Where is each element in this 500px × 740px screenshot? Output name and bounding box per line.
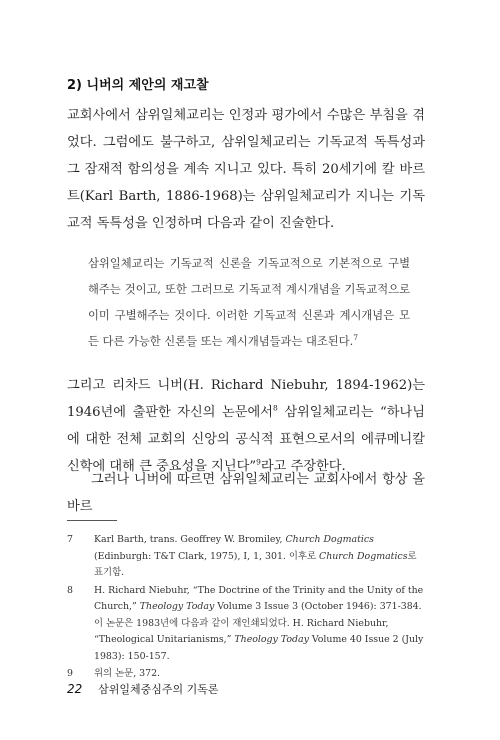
footnote-text: 로 표기함.	[94, 550, 417, 578]
footnote-8	[67, 583, 427, 666]
block-quote-text: 삼위일체교리는 기독교적 신론을 기독교적으로 기본적으로 구별해주는 것이고, 또한 그러므로 기독교적 계시개념을 기독교적으로 이미 구별해주는 것이다. 이러한 기독교적 신론과 계시개념은 모든 다른 가능한 신론들 또는 계시개념들과는 대조된다.	[88, 257, 410, 348]
paragraph-text: 그리고 리차드 니버(H. Richard Niebuhr, 1894-1962)는 1946년에 출판한 자신의 논문에서	[67, 378, 425, 420]
body-paragraph-1: 교회사에서 삼위일체교리는 인정과 평가에서 수많은 부침을 겪었다. 그럼에도 불구하고, 삼위일체교리는 기독교적 독특성과 그 잠재적 함의성을 계속 지니고 있다. 특히 20세기에 칼 바르트(Karl Barth, 1886-1968)는 삼위일체교리가 지니는 기독교적 독특성을 인정하며 다음과 같이 진술한다.	[67, 108, 425, 231]
section-heading: 2) 니버의 제안의 재고찰	[67, 78, 209, 93]
footnotes	[67, 532, 427, 684]
footnote-number: 8	[67, 584, 73, 596]
footnote-italic: Church Dogmatics	[319, 550, 408, 562]
page-number: 22	[67, 682, 83, 696]
footnote-text: Volume 3 Issue 3 (October 1946): 371-384. 이 논문은 1983년에 다음과 같이 재인쇄되었다. H. Richard Niebuhr, “Theological Unitarianisms,”	[94, 601, 422, 645]
paragraph-text: 삼위일체교리는 “하나님에 대한 전체 교회의 신앙의 공식적 표현으로서의 에큐메니칼신학에 대해 큰 중요성을 지닌다”	[67, 405, 425, 474]
block-quote	[88, 251, 410, 355]
footnote-text: 위의 논문, 372.	[94, 668, 161, 679]
paragraph-text: 라고 주장한다.	[260, 459, 346, 474]
footnote-number: 9	[67, 668, 73, 679]
footnote-italic: Church Dogmatics	[285, 534, 374, 545]
footnote-italic: Theology Today	[234, 634, 309, 645]
footnote-7	[67, 532, 427, 582]
body-paragraph-3: 그러나 니버에 따르면 삼위일체교리는 교회사에서 항상 올바르	[67, 472, 425, 514]
footnote-text: Volume 40 Issue 2 (July 1983): 150-157.	[94, 634, 424, 662]
footnote-italic: Theology Today	[139, 601, 215, 612]
page-footer	[67, 681, 219, 697]
body-paragraph-2	[67, 372, 425, 480]
footnote-text: Karl Barth, trans. Geoffrey W. Bromiley,	[94, 534, 286, 545]
footnote-text: H. Richard Niebuhr, “The Doctrine of the Trinity and the Unity of the Church,”	[94, 584, 424, 612]
footnote-ref-9: 9	[256, 457, 261, 467]
footnote-text: (Edinburgh: T&T Clark, 1975), I, 1, 301. 이후로	[94, 550, 320, 562]
footnote-ref-7: 7	[353, 333, 359, 343]
footnote-ref-8: 8	[273, 403, 278, 413]
running-head: 삼위일체중심주의 기독론	[98, 683, 219, 696]
footnote-number: 7	[67, 534, 73, 545]
footnote-divider	[67, 520, 117, 521]
